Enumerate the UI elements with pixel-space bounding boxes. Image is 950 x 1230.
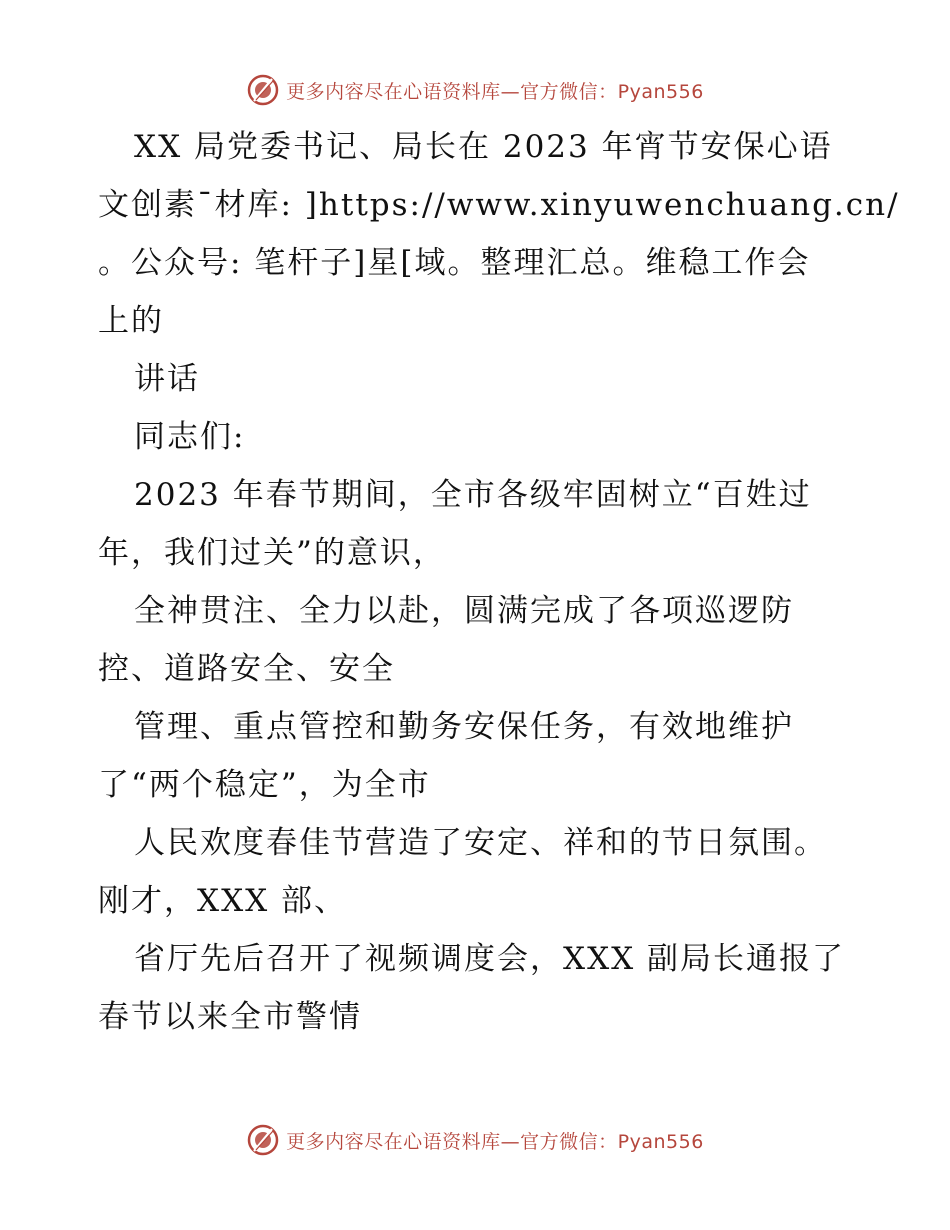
text-line: 管理、重点管控和勤务安保任务，有效地维护 [134,709,794,745]
watermark-text: 更多内容尽在心语资料库—官方微信：Pyan556 [286,80,704,103]
text-line: 讲话 [134,361,200,397]
text-line: 上的 [98,303,164,339]
text-line: 控、道路安全、安全 [98,651,395,687]
text-line: 。公众号: 笔杆子]星[域。整理汇总。维稳工作会 [98,245,811,281]
text-line: 文创素¯材库: ]https://www.xinyuwenchuang.cn/ [98,187,900,223]
text-line: 刚才，XXX 部、 [98,883,348,919]
text-line: 了“两个稳定”，为全市 [98,767,431,803]
text-line: 全神贯注、全力以赴，圆满完成了各项巡逻防 [134,593,794,629]
document-body [98,118,900,1046]
text-line: 同志们: [134,419,246,455]
text-line: 人民欢度春佳节营造了安定、祥和的节日氛围。 [134,825,827,861]
header-watermark [0,70,950,110]
text-line: 2023 年春节期间，全市各级牢固树立“百姓过 [134,477,812,513]
text-line: XX 局党委书记、局长在 2023 年宵节安保心语 [134,129,833,165]
text-line: 春节以来全市警情 [98,999,362,1035]
footer-watermark [0,1120,950,1160]
red-quill-seal-icon [246,73,280,107]
red-quill-seal-icon [246,1123,280,1157]
watermark-text: 更多内容尽在心语资料库—官方微信：Pyan556 [286,1130,704,1153]
text-line: 年，我们过关”的意识， [98,535,446,571]
text-line: 省厅先后召开了视频调度会，XXX 副局长通报了 [134,941,846,977]
